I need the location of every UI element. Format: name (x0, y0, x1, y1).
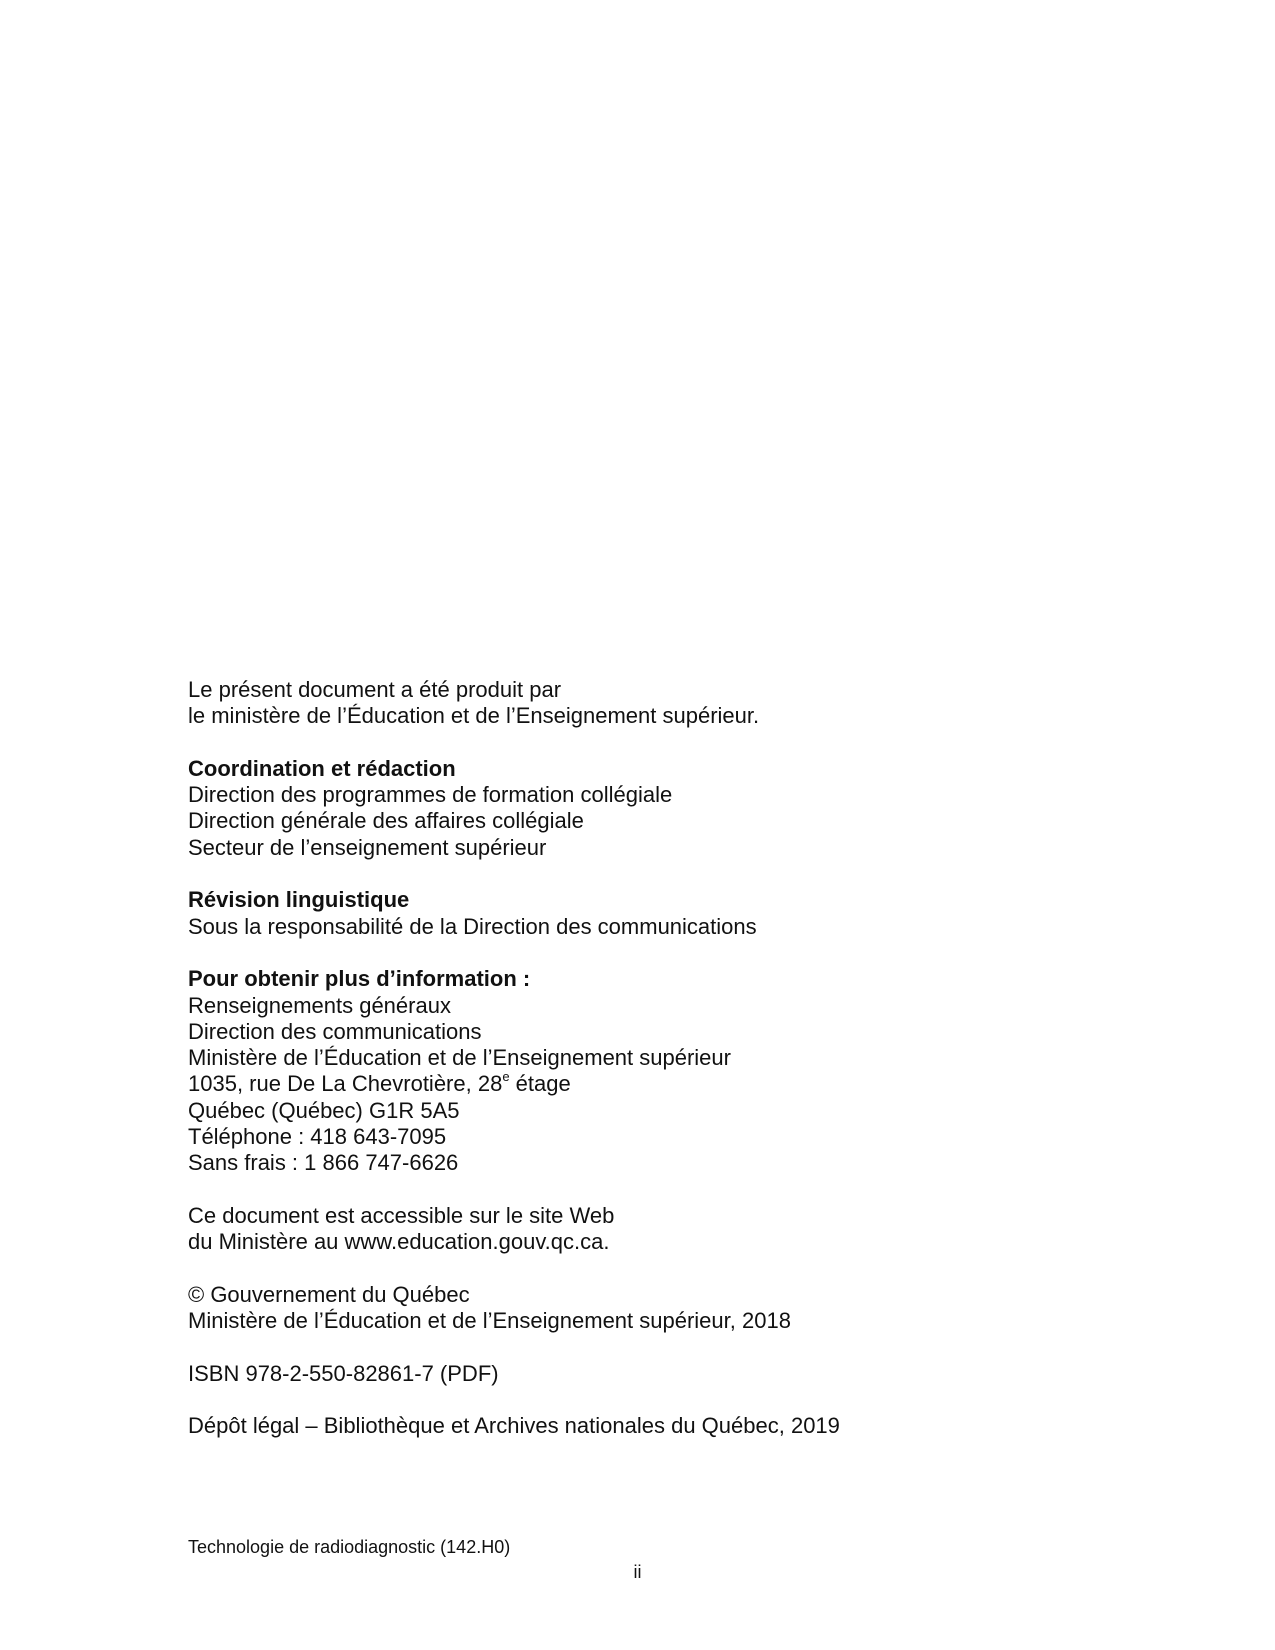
address-suffix: étage (509, 1071, 571, 1097)
legal-deposit-block (188, 1413, 1088, 1439)
information-block (188, 966, 1088, 1176)
website-line-1: Ce document est accessible sur le site Web (188, 1202, 615, 1228)
copyright-line-2: Ministère de l’Éducation et de l’Enseignement supérieur, 2018 (188, 1308, 791, 1334)
information-line-2: Direction des communications (188, 1018, 482, 1044)
legal-deposit: Dépôt légal – Bibliothèque et Archives nationales du Québec, 2019 (188, 1413, 840, 1439)
information-heading: Pour obtenir plus d’information : (188, 966, 531, 992)
colophon (188, 677, 1088, 1466)
coordination-heading: Coordination et rédaction (188, 755, 456, 781)
coordination-line-1: Direction des programmes de formation collégiale (188, 782, 673, 808)
copyright-block (188, 1282, 1088, 1335)
address-prefix: 1035, rue De La Chevrotière, 28 (188, 1071, 503, 1097)
isbn-block (188, 1361, 1088, 1387)
website-line-2: du Ministère au www.education.gouv.qc.ca. (188, 1229, 610, 1255)
producer-block (188, 677, 1088, 730)
revision-line-1: Sous la responsabilité de la Direction des communications (188, 913, 757, 939)
revision-block (188, 887, 1088, 940)
information-line-1: Renseignements généraux (188, 992, 451, 1018)
coordination-block (188, 756, 1088, 861)
page-number: ii (633, 1562, 642, 1582)
information-line-3: Ministère de l’Éducation et de l’Enseignement supérieur (188, 1045, 731, 1071)
information-address (188, 1071, 1088, 1097)
producer-line-1: Le présent document a été produit par (188, 677, 562, 702)
footer-title: Technologie de radiodiagnostic (142.H0) (188, 1537, 511, 1557)
address-superscript: e (502, 1069, 510, 1085)
coordination-line-3: Secteur de l’enseignement supérieur (188, 834, 547, 860)
copyright-line-1: © Gouvernement du Québec (188, 1281, 470, 1307)
coordination-line-2: Direction générale des affaires collégiale (188, 808, 584, 834)
information-tollfree: Sans frais : 1 866 747-6626 (188, 1150, 459, 1176)
website-block (188, 1203, 1088, 1256)
revision-heading: Révision linguistique (188, 887, 410, 913)
isbn: ISBN 978-2-550-82861-7 (PDF) (188, 1360, 499, 1386)
information-city: Québec (Québec) G1R 5A5 (188, 1097, 460, 1123)
information-phone: Téléphone : 418 643-7095 (188, 1124, 447, 1150)
producer-line-2: le ministère de l’Éducation et de l’Enseignement supérieur. (188, 703, 760, 729)
